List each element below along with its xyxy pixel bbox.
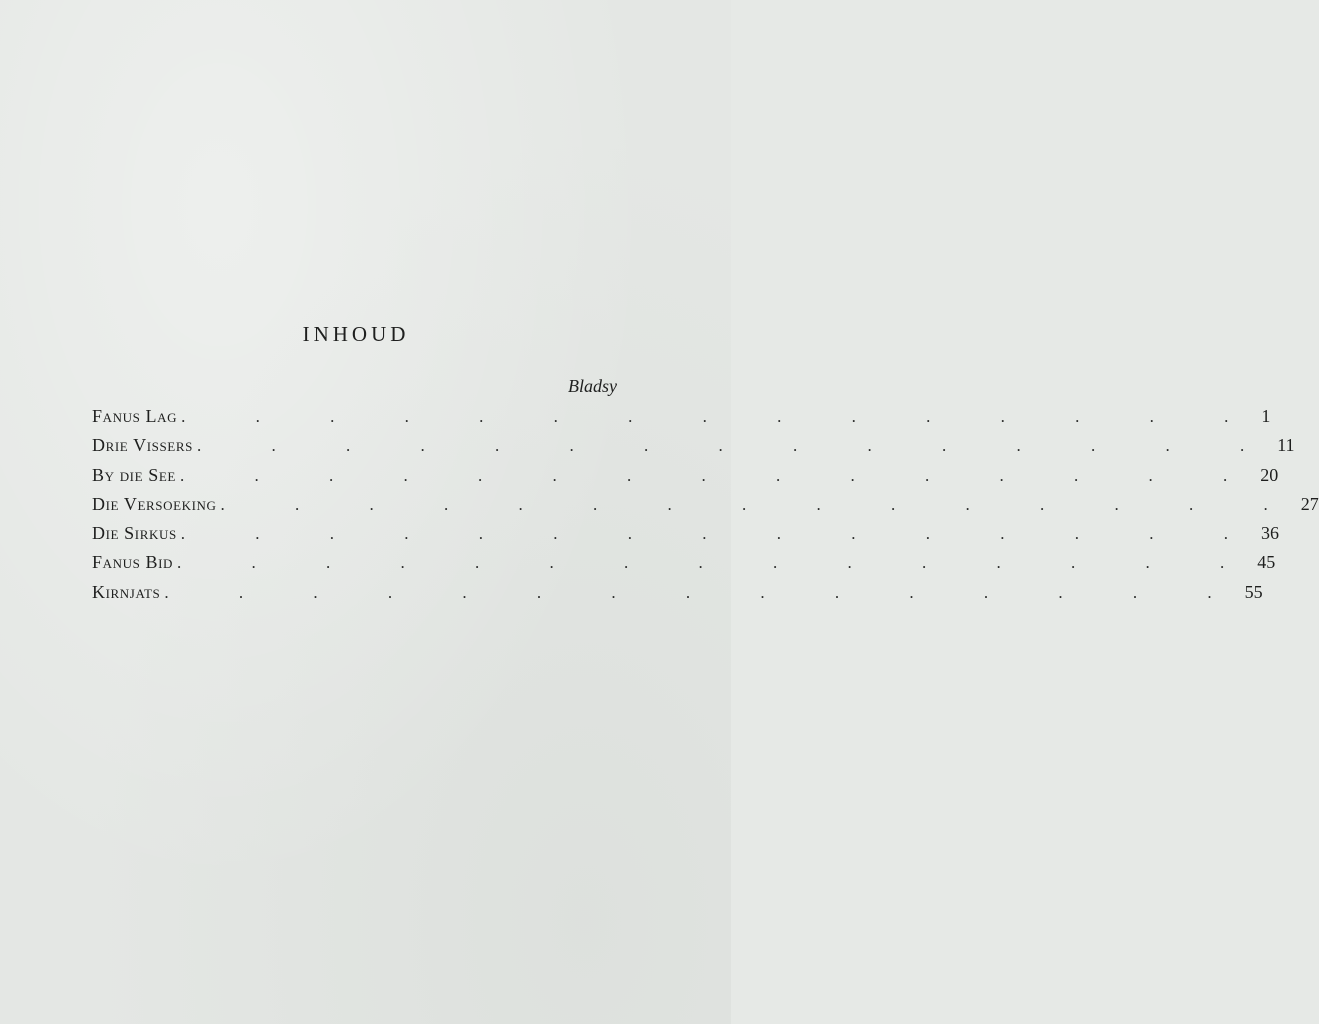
toc-entry: [92, 578, 1263, 607]
toc-entry: [92, 548, 1276, 577]
dot-leader: . . . . . . . . . . . . . . .: [220, 494, 1301, 514]
toc-entry-title: Die Sirkus: [92, 523, 177, 544]
dot-leader: . . . . . . . . . . . . . . .: [164, 582, 1245, 602]
toc-entry-page: 45: [1257, 552, 1276, 573]
toc-entry-title: Drie Vissers: [92, 435, 193, 456]
toc-entry: [92, 402, 1271, 431]
toc-entry: [92, 519, 1280, 548]
page-column-label: Bladsy: [568, 376, 617, 396]
table-of-contents: [92, 402, 1319, 607]
toc-entry-page: 36: [1261, 523, 1280, 544]
toc-entry-title: Kirnjats: [92, 581, 161, 602]
toc-entry-page: 1: [1261, 406, 1271, 426]
page-title: INHOUD: [302, 322, 410, 346]
toc-entry-page: 20: [1260, 464, 1279, 485]
toc-entry-page: 11: [1277, 435, 1295, 456]
dot-leader: . . . . . . . . . . . . . . .: [181, 407, 1262, 426]
toc-entry-title: Die Versoeking: [92, 493, 217, 514]
dot-leader: . . . . . . . . . . . . . . .: [180, 524, 1262, 544]
toc-entry-title: Fanus Lag: [92, 406, 178, 426]
toc-entry-page: 55: [1244, 581, 1263, 602]
dot-leader: . . . . . . . . . . . . . . .: [177, 553, 1258, 573]
toc-entry-page: 27: [1300, 493, 1319, 514]
dot-leader: . . . . . . . . . . . . . . .: [179, 465, 1261, 485]
toc-entry-title: Fanus Bid: [92, 552, 174, 573]
toc-entry: [92, 461, 1279, 490]
dot-leader: . . . . . . . . . . . . . . .: [196, 436, 1278, 456]
toc-entry-title: By die See: [92, 464, 176, 485]
toc-entry: [92, 490, 1319, 519]
toc-entry: [92, 431, 1295, 460]
